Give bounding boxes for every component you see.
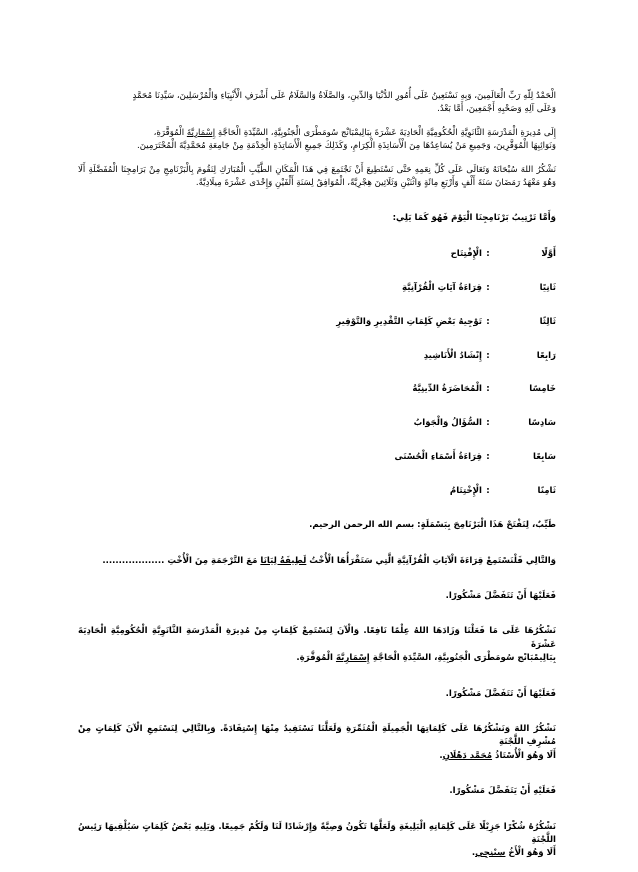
opening-praise: [78, 90, 556, 117]
thanks-principal-line-1: نَشْكُرُهَا عَلَى مَا فَعَلْنَا وَزَادَهَا اللهُ عِلْمًا نَافِعًا. وَالْآنَ لِنَسْتَمِعْ كَلِمَاتٍ مِنْ مُدِيرَةِ الْمَدْرَسَةِ الثَّانَوِيَّةِ الْحُكُومِيَّةِ الْحَادِيَةَ عَشْرَةَ: [78, 626, 556, 650]
program-item: ثَامِنًا : الْإِخْتِتَامُ: [78, 485, 556, 498]
greeting-text-post: الْمُوَقَّرَةِ،: [153, 127, 187, 138]
program-item: سَادِسًا : السُّؤَالُ وَالْجَوَابُ: [78, 417, 556, 430]
program-item-key: رَابِعًا: [536, 350, 556, 361]
program-item-value: الْمُحَاضَرَةُ الدِّينِيَّةُ: [412, 384, 482, 395]
greeting-text-pre: إِلَى مُدِيرَةِ الْمَدْرَسَةِ الثَّانَوِيَّةِ الْحُكُومِيَّةِ الْحَادِيَةَ عَشْرَةَ بِبَالِيمْبَانْج سُومَطْرَى الْجَنُوبِيَّةِ، السَّيِّدَةِ الْحَاجَّةِ: [215, 127, 556, 138]
quran-recitation-paragraph: [78, 555, 556, 568]
program-item-key: سَابِعًا: [533, 452, 556, 463]
program-item: ثَانِيًا : قِرَاءَةُ آيَاتِ الْقُرْآنِيَّةِ: [78, 282, 556, 295]
program-list: [78, 248, 556, 499]
program-item-key: ثَانِيًا: [539, 282, 556, 293]
program-item-value: الْإِفْتِتَاح: [450, 248, 482, 259]
program-item-value: قِرَاءَةُ أَسْمَاءِ الْحُسْنَى: [394, 452, 482, 463]
program-intro: وَأَمَّا تَرْتِيبُ بَرْنَامِجِنَا الْيَوْمَ فَهُوَ كَمَا يَلِي:: [392, 213, 556, 224]
mentor-name: مُحَمَّد دَهْلَانِ: [442, 750, 493, 761]
thanks-mentor-post: .: [439, 750, 443, 761]
program-item-key: سَادِسًا: [528, 418, 556, 429]
program-item-key: خَامِسًا: [529, 384, 556, 395]
invitation-3: فَعَلَيْهِ أَنْ يَتَفَضَّلَ مَشْكُورًا.: [449, 786, 556, 797]
thanks-principal-post: الْمُوَقَّرَةِ.: [296, 653, 336, 664]
principal-name: إِسْمَارِيَّةَ: [186, 127, 216, 138]
opening-remark: طَيِّبٌ، لِنَفْتَحْ هَذَا الْبَرْنَامِجَ بِبَسْمَلَةٍ: بسم الله الرحمن الرحيم.: [309, 520, 556, 531]
program-item: ثَالِثًا : تَوْجِيهُ بَعْضِ كَلِمَاتِ التَّقْدِيرِ وَالتَّوْقِيرِ: [78, 316, 556, 329]
program-item-value: قِرَاءَةُ آيَاتِ الْقُرْآنِيَّةِ: [402, 282, 482, 293]
thanks-mentor-paragraph: [78, 723, 556, 763]
greeting-line-2: وَنَوَائِبِهَا الْمُوَقَّرِينَ، وَجَمِيعِ مَنْ يُسَاعِدُهَا مِنَ الْأَسَاتِذَةِ الْكِرَامِ، وَكَذَلِكَ جَمِيعِ الْأَسَاتِذَةِ الْخِدْمَةِ مِنْ جَامِعَةِ مُحَمَّدِيَّةَ الْمُحْتَرَمِينَ.: [137, 141, 556, 152]
program-item-key: ثَامِنًا: [537, 486, 556, 497]
program-item: رَابِعًا : إِنْشَادُ الْأَنَاشِيدِ: [78, 350, 556, 363]
opening-line-1: الْحَمْدُ لِلّهِ رَبِّ الْعَالَمِينَ، وَبِهِ نَسْتَعِينُ عَلَى أُمُورِ الدُّنْيَا وَالدِّينِ، وَالصَّلَاةُ وَالسَّلَامُ عَلَى أَشْرَفِ الْأَنْبِيَاءِ وَالْمُرْسَلِينَ، سَيِّدِنَا مُحَمَّدٍ: [132, 91, 556, 101]
thanks-chair-paragraph: [78, 821, 556, 861]
thanks-chair-post: .: [471, 848, 476, 859]
quran-text-post: مَعَ التَّرْجَمَةِ مِنَ الْأُخْتِ ...................: [102, 555, 261, 566]
thanks-chair-pre: أَلَا وَهُوَ الْأَخُ: [505, 848, 556, 859]
program-item: خَامِسًا : الْمُحَاضَرَةُ الدِّينِيَّةُ: [78, 383, 556, 396]
thanks-principal-paragraph: [78, 625, 556, 665]
program-item-value: إِنْشَادُ الْأَنَاشِيدِ: [423, 350, 482, 361]
quran-text-pre: وَالتَّالِي فَلْنَسْتَمِعْ قِرَاءَةَ الْآيَاتِ الْقُرْآنِيَّةِ الَّتِي سَتَقْرَأُهَا الْأُخْتُ: [306, 555, 556, 566]
thanks-chair-line-1: نَشْكُرُهُ شُكْرًا جَزِيْلًا عَلَى كَلِمَاتِهِ الْبَلِيغَةِ وَلَعَلَّهَا تَكُونُ وَصِيَّةً وَإِرْشَادًا لَنَا وَلَكُمْ جَمِيعًا. وَيَلِيهِ بَعْضُ كَلِمَاتٍ سَيُلْقِيهَا رَئِيسُ اللَّجْنَةِ: [78, 821, 556, 845]
program-item-value: السُّؤَالُ وَالْجَوَابُ: [413, 418, 482, 429]
program-item-key: أَوَّلًا: [541, 248, 556, 259]
program-item-key: ثَالِثًا: [539, 316, 556, 327]
opening-line-2: وَعَلَى آلِهِ وَصَحْبِهِ أَجْمَعِينَ، أَمَّا بَعْدُ.: [437, 104, 556, 115]
invitation-1: فَعَلَيْهَا أَنْ تَتَفَضَّلَ مَشْكُورًا.: [445, 590, 556, 601]
program-item-value: تَوْجِيهُ بَعْضِ كَلِمَاتِ التَّقْدِيرِ وَالتَّوْقِيرِ: [336, 316, 482, 327]
gratitude-paragraph: نَشْكُرُ اللهَ سُبْحَانَهُ وَتَعَالَى عَلَى كُلِّ نِعَمِهِ حَتَّى نَسْتَطِيعَ أَنْ نَجْتَمِعَ فِي هَذَا الْمَكَانِ الطَّيِّبِ الْمُبَارَكِ لِنَقُومَ بِالْبَرْنَامِجِ مِنْ بَرَامِجِنَا الْمُفَضَّلَةِ أَلَا وَهُوَ مَعْهَدُ رَمَضَانَ سَنَةَ أَلْفٍ وَأَرْبَعِ مِائَةٍ وَاثْنَيْنِ وَثَلَاثِينَ هِجْرِيَّةً، الْمُوَافِقُ لِسَنَةِ أَلْفَيْنِ وَإِحْدَى عَشْرَةَ مِيلَادِيَّةً.: [78, 164, 556, 189]
chair-name: سِيْنِجِي: [475, 848, 506, 859]
program-item: أَوَّلًا : الْإِفْتِتَاح: [78, 248, 556, 261]
document-body: [78, 90, 556, 872]
program-item: سَابِعًا : قِرَاءَةُ أَسْمَاءِ الْحُسْنَى: [78, 451, 556, 464]
program-item-value: الْإِخْتِتَامُ: [449, 486, 482, 497]
thanks-mentor-line-1: نَشْكُرُ اللهَ وَنَشْكُرُهَا عَلَى كَلِمَاتِهَا الْجَمِيلَةِ الْمُثَمِّرَةِ وَلَعَلَّنَا نَسْتَفِيدُ مِنْهَا إِسْتِفَادَةً. وَبِالتَّالِي لِنَسْتَمِعِ الْآنَ كَلِمَاتٍ مِنْ مُشْرِفِ اللَّجْنَةِ: [78, 723, 556, 748]
invitation-2: فَعَلَيْهَا أَنْ تَتَفَضَّلَ مَشْكُورًا.: [445, 688, 556, 699]
thanks-mentor-pre: أَلَا وَهُوَ الْأُسْتَاذُ: [492, 750, 556, 761]
thanks-principal-pre: بِبَالِيمْبَانْج سُومَطْرَى الْجَنُوبِيَّةِ، السَّيِّدَةِ الْحَاجَّةِ: [369, 653, 556, 664]
greeting-paragraph: [78, 127, 556, 154]
principal-name: إِسْمَارِيَّةَ: [335, 653, 370, 664]
reciter-name: لَطِيفَةُ لِيَانَا: [260, 555, 307, 566]
